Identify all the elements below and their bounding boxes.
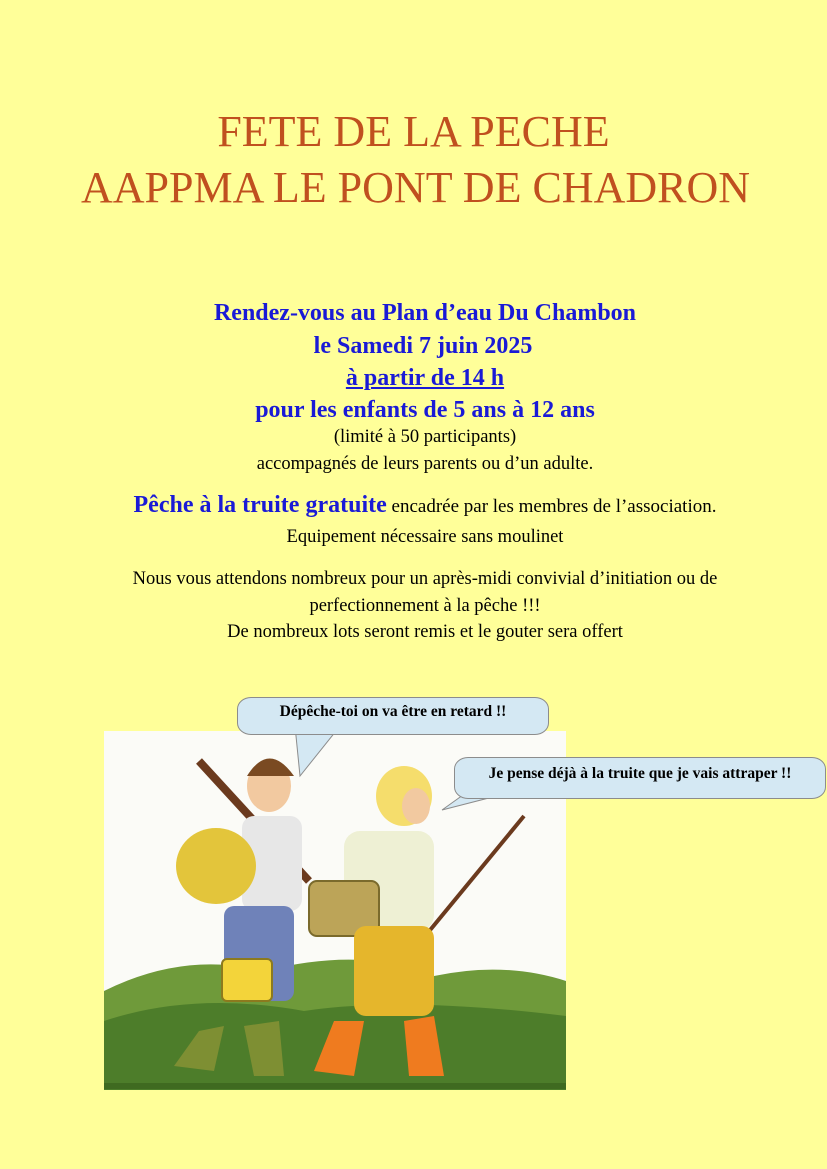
invitation-line-1: Nous vous attendons nombreux pour un après-midi convivial d’initiation ou de xyxy=(132,569,718,589)
invitation-line-2: perfectionnement à la pêche !!! xyxy=(309,596,541,616)
speech-bubble-right: Je pense déjà à la truite que je vais attraper !! xyxy=(454,757,826,799)
invitation-line-3: De nombreux lots seront remis et le gouter sera offert xyxy=(227,622,623,642)
free-fishing-highlight: Pêche à la truite gratuite xyxy=(133,492,387,518)
equipment-note: Equipement nécessaire sans moulinet xyxy=(286,527,564,547)
title-line-1: FETE DE LA PECHE xyxy=(217,107,610,156)
participant-limit: (limité à 50 participants) xyxy=(333,427,517,447)
accompaniment-note: accompagnés de leurs parents ou d’un adulte. xyxy=(256,454,594,474)
age-range: pour les enfants de 5 ans à 12 ans xyxy=(255,397,595,423)
meeting-place: Rendez-vous au Plan d’eau Du Chambon xyxy=(213,300,637,326)
free-fishing-line xyxy=(0,492,827,519)
speech-bubble-left: Dépêche-toi on va être en retard !! xyxy=(237,697,549,735)
title-line-2: AAPPMA LE PONT DE CHADRON xyxy=(80,163,751,212)
free-fishing-rest: encadrée par les membres de l’association. xyxy=(386,496,717,517)
event-time: à partir de 14 h xyxy=(345,365,505,391)
event-date: le Samedi 7 juin 2025 xyxy=(313,333,533,359)
